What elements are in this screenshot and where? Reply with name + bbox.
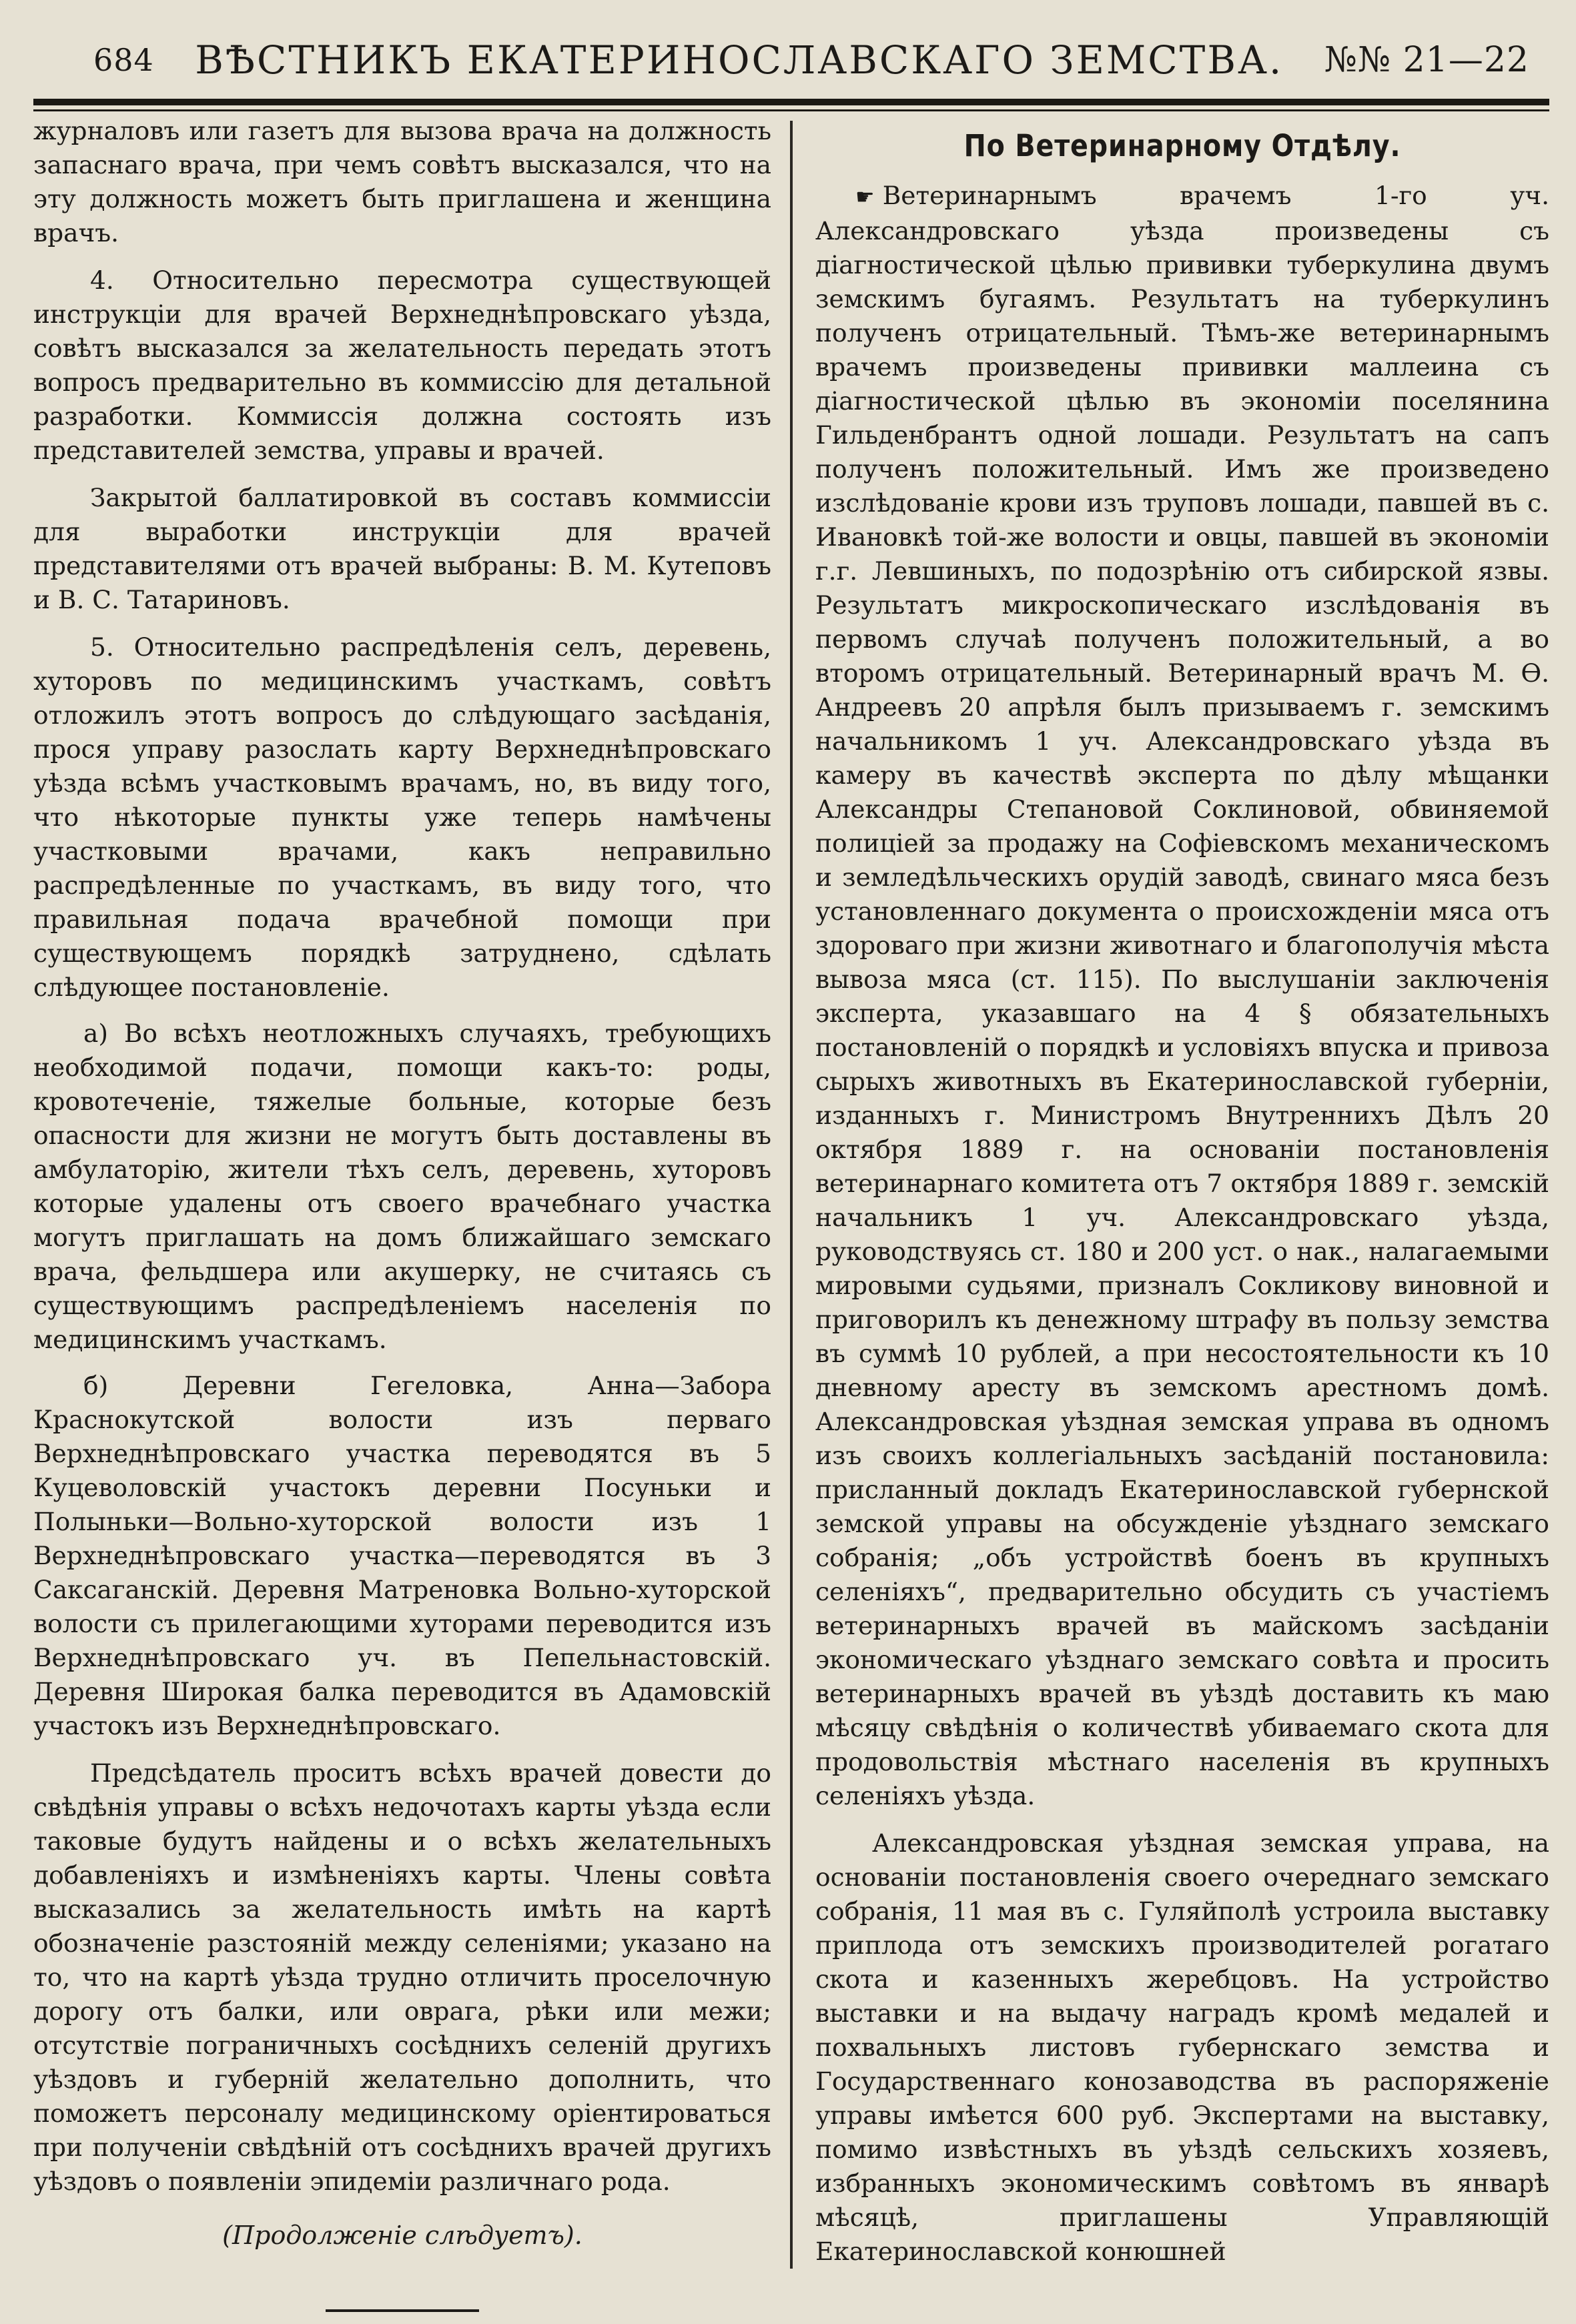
issue-number: №№ 21—22 — [1324, 40, 1529, 80]
chairman-paragraph: Предсѣдатель проситъ всѣхъ врачей довести до свѣдѣнія управы о всѣхъ недочотахъ карты уѣзда если таковые будутъ найдены и о всѣхъ желательныхъ добавленіяхъ и измѣненіяхъ карты. Члены совѣта высказались за желательность имѣть на картѣ обозначеніе разстояній между селеніями; указано на то, что на картѣ уѣзда трудно отличить проселочную дорогу отъ балки, или оврага, рѣки или межи; отсутствіе пограничныхъ сосѣднихъ селеній другихъ уѣздовъ и губерній желательно дополнить, что поможетъ персоналу медицинскому оріентироваться при полученіи свѣдѣній отъ сосѣднихъ врачей другихъ уѣздовъ о появленіи эпидеміи различнаго рода. — [33, 1758, 771, 2196]
journal-title: ВѢСТНИКЪ ЕКАТЕРИНОСЛАВСКАГО ЗЕМСТВА. — [195, 37, 1284, 83]
header-rule-thick — [33, 99, 1549, 105]
continuation-note: (Продолженіе слѣдуетъ). — [222, 2221, 582, 2250]
hand-pointer-icon: ☛ — [855, 184, 875, 209]
page-header — [33, 27, 1549, 93]
paragraph-5: 5. Относительно распредѣленія селъ, деревень, хуторовъ по медицинскимъ участкамъ, совѣтъ отложилъ этотъ вопросъ до слѣдующаго засѣданія, прося управу разослать карту Верхнеднѣпровскаго уѣзда всѣмъ участковымъ врачамъ, но, въ виду того, что нѣкоторые пункты уже теперь намѣчены участковыми врачами, какъ неправильно распредѣленные по участкамъ, въ виду того, что правильная подача врачебной помощи при существующемъ порядкѣ затруднено, сдѣлать слѣдующее постановленіе. — [33, 632, 771, 1002]
page-number: 684 — [93, 42, 154, 78]
ballot-paragraph: Закрытой баллатировкой въ составъ коммиссіи для выработки инструкціи для врачей представителями отъ врачей выбраны: В. М. Кутеповъ и В. С. Татариновъ. — [33, 483, 771, 614]
right-column — [793, 114, 1549, 2322]
paragraph-b: б) Деревни Гегеловка, Анна—Забора Краснокутской волости изъ перваго Верхнеднѣпровскаго участка переводятся въ 5 Куцеволовскій участокъ деревни Посуньки и Полыньки—Вольно-хуторской волости изъ 1 Верхнеднѣпровскаго участка—переводятся въ 3 Саксаганскій. Деревня Матреновка Вольно-хуторской волости съ прилегающими хуторами переводится изъ Верхнеднѣпровскаго уч. въ Пепельнастовскій. Деревня Широкая балка переводится въ Адамовскій участокъ изъ Верхнеднѣпровскаго. — [33, 1371, 771, 1740]
header-rule-thin — [33, 109, 1549, 111]
paragraph-4: 4. Относительно пересмотра существующей инструкціи для врачей Верхнеднѣпровскаго уѣзда, совѣтъ высказался за желательность передать этотъ вопросъ предварительно въ коммиссію для детальной разработки. Коммиссія должна состоять изъ представителей земства, управы и врачей. — [33, 265, 771, 465]
paragraph-a: а) Во всѣхъ неотложныхъ случаяхъ, требующихъ необходимой подачи, помощи какъ-то: роды, кровотеченіе, тяжелые больные, которые безъ опасности для жизни не могутъ быть доставлены въ амбулаторію, жители тѣхъ селъ, деревень, хуторовъ которые удалены отъ своего врачебнаго участка могутъ приглашать на домъ ближайшаго земскаго врача, фельдшера или акушерку, не считаясь съ существующимъ распредѣленіемъ населенія по медицинскимъ участкамъ. — [33, 1019, 771, 1354]
veterinary-paragraph-1 — [815, 179, 1549, 1813]
veterinary-paragraph-2: Александровская уѣздная земская управа, на основаніи постановленія своего очереднаго земскаго собранія, 11 мая въ с. Гуляйполѣ устроила выставку приплода отъ земскихъ производителей рогатаго скота и казенныхъ жеребцовъ. На устройство выставки и на выдачу наградъ кромѣ медалей и похвальныхъ листовъ губернскаго земства и Государственнаго конозаводства въ распоряженіе управы имѣется 600 руб. Экспертами на выставку, помимо извѣстныхъ въ уѣздѣ сельскихъ хозяевъ, избранныхъ экономическимъ совѣтомъ въ январѣ мѣсяцѣ, приглашены Управляющій Екатеринославской конюшней — [815, 1828, 1549, 2266]
end-rule — [326, 2309, 479, 2312]
veterinary-paragraph-1-text: Ветеринарнымъ врачемъ 1-го уч. Александровскаго уѣзда произведены съ діагностической цѣлью прививки туберкулина двумъ земскимъ бугаямъ. Результатъ на туберкулинъ полученъ отрицательный. Тѣмъ-же ветеринарнымъ врачемъ произведены прививки маллеина съ діагностической цѣлью въ экономіи поселянина Гильденбрантъ одной лошади. Результатъ на сапъ полученъ положительный. Имъ же произведено изслѣдованіе крови изъ труповъ лошади, павшей въ с. Ивановкѣ той-же волости и овцы, павшей въ экономіи г.г. Левшиныхъ, по подозрѣнію отъ сибирской язвы. Результатъ микроскопическаго изслѣдованія въ первомъ случаѣ полученъ положительный, а во второмъ отрицательный. Ветеринарный врачъ М. Ѳ. Андреевъ 20 апрѣля былъ призываемъ г. земскимъ начальникомъ 1 уч. Александровскаго уѣзда въ камеру въ качествѣ эксперта по дѣлу мѣщанки Александры Степановой Соклиновой, обвиняемой полиціей за продажу на Софіевскомъ механическомъ и земледѣльческихъ орудій заводѣ, свинаго мяса безъ установленнаго документа о происхожденіи мяса отъ здороваго при жизни животнаго и благополучія мѣста вывоза мяса (ст. 115). По выслушаніи заключенія эксперта, указавшаго на 4 § обязательныхъ постановленій о порядкѣ и условіяхъ впуска и привоза сырыхъ животныхъ въ Екатеринославской губерніи, изданныхъ г. Министромъ Внутреннихъ Дѣлъ 20 октября 1889 г. на основаніи постановленія ветеринарнаго комитета отъ 7 октября 1889 г. земскій начальникъ 1 уч. Александровскаго уѣзда, руководствуясь ст. 180 и 200 уст. о нак., налагаемыми мировыми судьями, призналъ Сокликову виновной и приговорилъ къ денежному штрафу въ пользу земства въ суммѣ 10 рублей, а при несостоятельности къ 10 дневному аресту въ земскомъ арестномъ домѣ. Александровская уѣздная земская управа въ одномъ изъ своихъ коллегіальныхъ засѣданій постановила: присланный докладъ Екатеринославской губернской земской управы на обсужденіе уѣзднаго земскаго собранія; „объ устройствѣ боенъ въ крупныхъ селеніяхъ“, предварительно обсудить съ участіемъ ветеринарныхъ врачей въ майскомъ засѣданіи экономическаго уѣзднаго земскаго совѣта и просить ветеринарныхъ врачей въ уѣздѣ доставить къ маю мѣсяцу свѣдѣнія о количествѣ убиваемаго скота для продовольствія мѣстнаго населенія въ крупныхъ селеніяхъ уѣзда. — [815, 181, 1549, 1810]
section-title: По Ветеринарному Отдѣлу. — [963, 128, 1401, 163]
continued-paragraph: журналовъ или газетъ для вызова врача на должность запаснаго врача, при чемъ совѣтъ высказался, что на эту должность можетъ быть приглашена и женщина врачъ. — [33, 116, 771, 247]
columns — [33, 114, 1549, 2322]
left-column — [33, 114, 790, 2322]
